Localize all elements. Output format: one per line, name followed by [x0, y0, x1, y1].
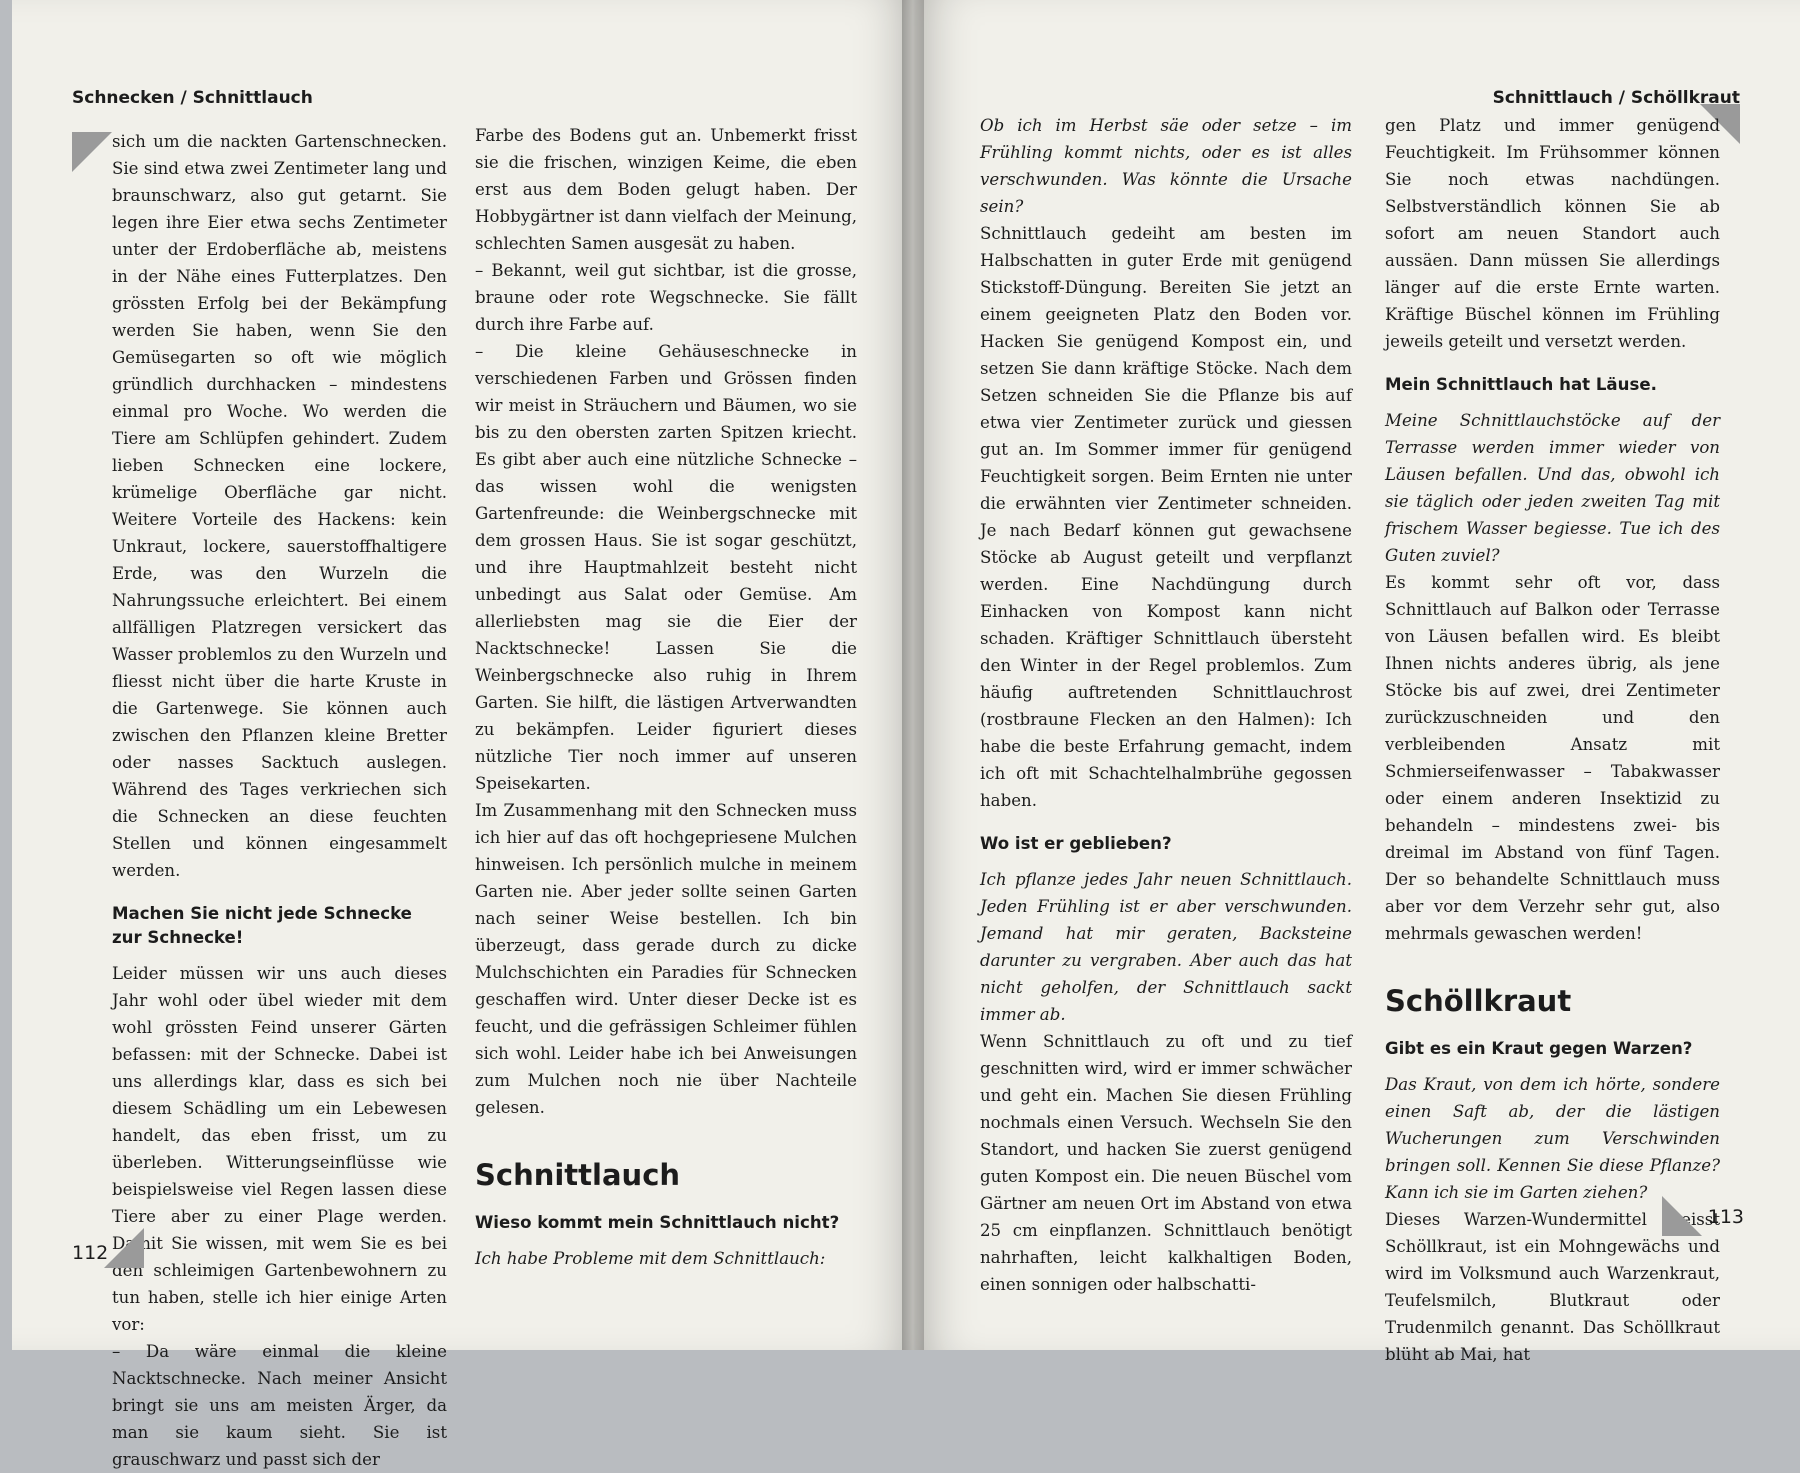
running-head-right: Schnittlauch / Schöllkraut — [1492, 88, 1740, 108]
subheading: Gibt es ein Kraut gegen Warzen? — [1385, 1039, 1693, 1058]
left-column-1 — [112, 128, 447, 1473]
left-page — [12, 0, 915, 1469]
paragraph: Dieses Warzen-Wundermittel heisst Schöllkraut, ist ein Mohngewächs und wird im Volksmund auch Warzenkraut, Teufelsmilch, Blutkraut oder Trudenmilch genannt. Das Schöllkraut blüht ab Mai, hat — [1385, 1210, 1720, 1364]
paragraph: Leider müssen wir uns auch dieses Jahr wohl oder übel wieder mit dem wohl grössten Feind unserer Gärten befassen: mit der Schnecke. Dabei ist uns allerdings klar, dass es sich bei diesem Schädling um ein Lebewesen handelt, das eben frisst, um zu überleben. Witterungseinflüsse wie beispielsweise viel Regen lassen diese Tiere aber zu einer Plage werden. Damit Sie wissen, mit wem Sie es bei den schleimigen Gartenbewohnern zu tun haben, stelle ich hier einige Arten vor: — [112, 964, 447, 1334]
paragraph: Farbe des Bodens gut an. Unbemerkt frisst sie die frischen, winzigen Keime, die eben erst aus dem Boden gelugt haben. Der Hobbygärtner ist dann vielfach der Meinung, schlechten Samen ausgesät zu haben. — [475, 126, 857, 253]
page-number-right: 113 — [1707, 1206, 1744, 1228]
section-title-schnittlauch: Schnittlauch — [475, 1158, 681, 1192]
section-title-schoellkraut: Schöllkraut — [1385, 984, 1572, 1018]
reader-question: Meine Schnittlauchstöcke auf der Terrasse werden immer wieder von Läusen befallen. Und das, obwohl ich sie täglich oder jeden zweiten Tag mit frischem Wasser begiesse. Tue ich des Guten zuviel? — [1385, 411, 1720, 565]
book-gutter — [902, 0, 924, 1350]
paragraph: – Die kleine Gehäuseschnecke in verschiedenen Farben und Grössen finden wir meist in Sträuchern und Bäumen, wo sie bis zu den obersten zarten Spitzen kriecht. Es gibt aber auch eine nützliche Schnecke – das wissen wohl die wenigsten Gartenfreunde: die Weinbergschnecke mit dem grossen Haus. Sie ist sogar geschützt, und ihre Hauptmahlzeit besteht nicht unbedingt aus Salat oder Gemüse. Am allerliebsten mag sie die Eier der Nacktschnecke! Lassen Sie die Weinbergschnecke also ruhig in Ihrem Garten. Sie hilft, die lästigen Artverwandten zu bekämpfen. Leider figuriert dieses nützliche Tier noch immer auf unseren Speisekarten. — [475, 342, 857, 793]
subheading: Machen Sie nicht jede Schnecke zur Schnecke! — [112, 904, 412, 947]
reader-question: Ich habe Probleme mit dem Schnittlauch: — [475, 1249, 826, 1268]
left-column-2 — [475, 122, 857, 1272]
paragraph: sich um die nackten Gartenschnecken. Sie sind etwa zwei Zentimeter lang und braunschwarz, also gut getarnt. Sie legen ihre Eier etwa sechs Zentimeter unter der Erdoberfläche ab, meistens in der Nähe eines Futterplatzes. Den grössten Erfolg bei der Bekämpfung werden Sie haben, wenn Sie den Gemüsegarten so oft wie möglich gründlich durchhacken – mindestens einmal pro Woche. Wo werden die Tiere am Schlüpfen gehindert. Zudem lieben Schnecken eine lockere, krümelige Oberfläche gar nicht. Weitere Vorteile des Hackens: kein Unkraut, lockere, sauerstoffhaltigere Erde, was den Wurzeln die Nahrungssuche erleichtert. Bei einem allfälligen Platzregen versickert das Wasser problemlos zu den Wurzeln und fliesst nicht über die harte Kruste in die Gartenwege. Sie können auch zwischen den Pflanzen kleine Bretter oder nasses Sacktuch auslegen. Während des Tages verkriechen sich die Schnecken an diese feuchten Stellen und können eingesammelt werden. — [112, 132, 447, 880]
reader-question: Ob ich im Herbst säe oder setze – im Frühling kommt nichts, oder es ist alles verschwunden. Was könnte die Ursache sein? — [980, 116, 1352, 216]
corner-triangle-top-left — [72, 132, 112, 172]
right-column-1 — [980, 112, 1352, 1298]
paragraph: – Bekannt, weil gut sichtbar, ist die grosse, braune oder rote Wegschnecke. Sie fällt durch ihre Farbe auf. — [475, 261, 857, 334]
subheading: Wo ist er geblieben? — [980, 834, 1172, 853]
subheading: Mein Schnittlauch hat Läuse. — [1385, 375, 1657, 394]
subheading: Wieso kommt mein Schnittlauch nicht? — [475, 1213, 840, 1232]
reader-question: Ich pflanze jedes Jahr neuen Schnittlauch. Jeden Frühling ist er aber verschwunden. Jemand hat mir geraten, Backsteine darunter zu vergraben. Aber auch das hat nicht geholfen, der Schnittlauch sackt immer ab. — [980, 870, 1352, 1024]
paragraph: – Da wäre einmal die kleine Nacktschnecke. Nach meiner Ansicht bringt sie uns am meisten Ärger, da man sie kaum sieht. Sie ist grauschwarz und passt sich der — [112, 1342, 447, 1469]
running-head-left: Schnecken / Schnittlauch — [72, 88, 313, 108]
paragraph: Im Zusammenhang mit den Schnecken muss ich hier auf das oft hochgepriesene Mulchen hinweisen. Ich persönlich mulche in meinem Garten nie. Aber jeder sollte seinen Garten nach seiner Weise bestellen. Ich bin überzeugt, dass gerade durch zu dicke Mulchschichten ein Paradies für Schnecken geschaffen wird. Unter dieser Decke ist es feucht, und die gefrässigen Schleimer fühlen sich wohl. Leider habe ich bei Anweisungen zum Mulchen noch nie über Nachteile gelesen. — [475, 801, 857, 1117]
reader-question: Das Kraut, von dem ich hörte, sondere einen Saft ab, der die lästigen Wucherungen zum Verschwinden bringen soll. Kennen Sie diese Pflanze? Kann ich sie im Garten ziehen? — [1385, 1075, 1720, 1202]
paragraph: Es kommt sehr oft vor, dass Schnittlauch auf Balkon oder Terrasse von Läusen befallen wird. Es bleibt Ihnen nichts anderes übrig, als jene Stöcke bis auf zwei, drei Zentimeter zurückzuschneiden und den verbleibenden Ansatz mit Schmierseifenwasser – Tabakwasser oder einem anderen Insektizid zu behandeln – mindestens zwei- bis dreimal im Abstand von fünf Tagen. Der so behandelte Schnittlauch muss aber vor dem Verzehr sehr gut, also mehrmals gewaschen werden! — [1385, 573, 1720, 943]
paragraph: Schnittlauch gedeiht am besten im Halbschatten in guter Erde mit genügend Stickstoff-Düngung. Bereiten Sie jetzt an einem geeigneten Platz den Boden vor. Hacken Sie genügend Kompost ein, und setzen Sie dann kräftige Stöcke. Nach dem Setzen schneiden Sie die Pflanze bis auf etwa vier Zentimeter zurück und giessen gut an. Im Sommer immer für genügend Feuchtigkeit sorgen. Beim Ernten nie unter die erwähnten vier Zentimeter schneiden. Je nach Bedarf können gut gewachsene Stöcke ab August geteilt und verpflanzt werden. Eine Nachdüngung durch Einhacken von Kompost kann nicht schaden. Kräftiger Schnittlauch übersteht den Winter in der Regel problemlos. Zum häufig auftretenden Schnittlauchrost (rostbraune Flecken an den Halmen): Ich habe die beste Erfahrung gemacht, indem ich oft mit Schachtelhalmbrühe gegossen haben. — [980, 224, 1352, 810]
corner-triangle-bottom-right — [1662, 1196, 1702, 1236]
right-column-2 — [1385, 112, 1720, 1368]
paragraph: gen Platz und immer genügend Feuchtigkeit. Im Frühsommer können Sie noch etwas nachdüngen. Selbstverständlich können Sie ab sofort am neuen Standort auch aussäen. Dann müssen Sie allerdings länger auf die erste Ernte warten. Kräftige Büschel können im Frühling jeweils geteilt und versetzt werden. — [1385, 116, 1720, 351]
page-number-left: 112 — [72, 1242, 109, 1264]
corner-triangle-bottom-left — [104, 1228, 144, 1268]
right-page — [915, 0, 1800, 1364]
paragraph: Wenn Schnittlauch zu oft und zu tief geschnitten wird, wird er immer schwächer und geht ein. Machen Sie diesen Frühling nochmals einen Versuch. Wechseln Sie den Standort, und hacken Sie zuerst genügend guten Kompost ein. Die neuen Büschel vom Gärtner am neuen Ort im Abstand von etwa 25 cm einpflanzen. Schnittlauch benötigt nahrhaften, leicht kalkhaltigen Boden, einen sonnigen oder halbschatti- — [980, 1032, 1352, 1294]
